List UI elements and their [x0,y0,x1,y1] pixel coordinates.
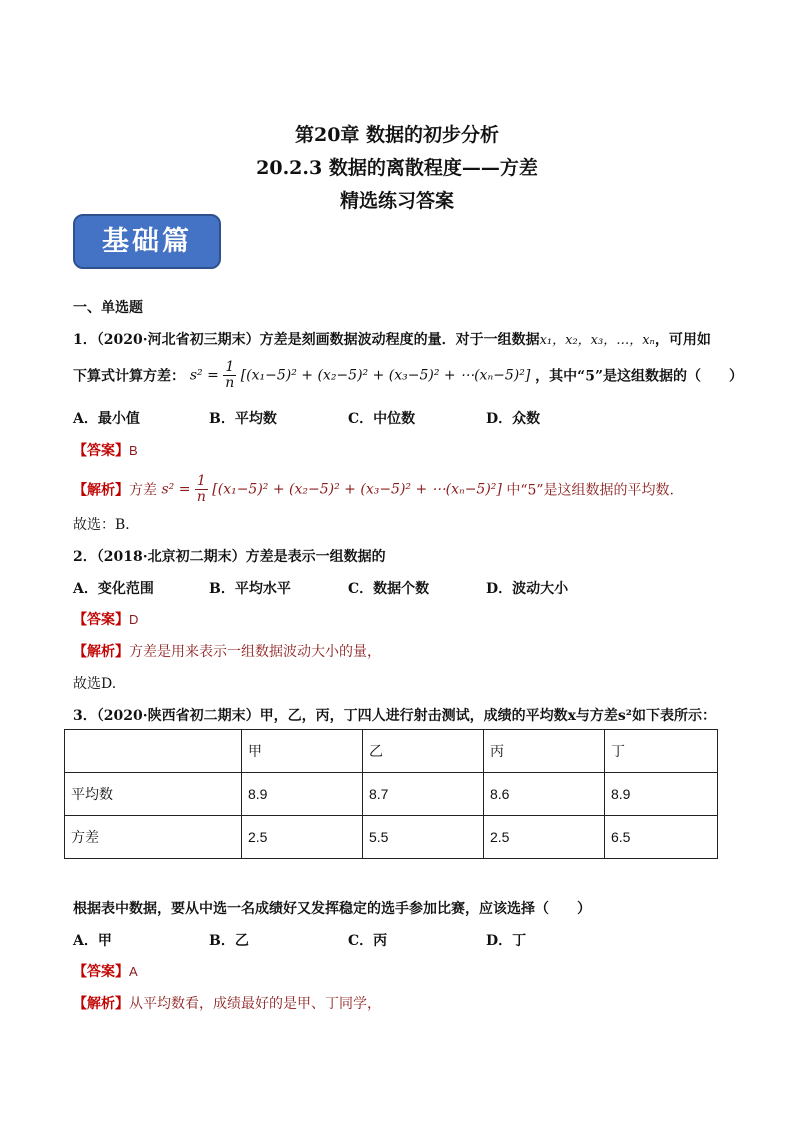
q2-option-c: C．数据个数 [348,581,430,597]
q3-option-d: D．丁 [486,933,527,949]
q1-explanation: 【解析】方差 s² = $\frac{1}{n}$ [(x₁−5)² + (x₂−5)² + (x₃−5)² + ⋯(xₙ−5)²] 中“5”是这组数据的平均数. [73,473,674,505]
q1-option-a: A．最小值 [73,411,140,427]
q3-stem: 3．（2020·陕西省初二期末）甲，乙，丙，丁四人进行射击测试，成绩的平均数x与方差s²如下表所示： [73,708,716,724]
q2-option-d: D．波动大小 [486,581,569,597]
q3-option-c: C．丙 [348,933,388,949]
subtitle: 精选练习答案 [339,190,454,212]
table-cell: 2.5 [484,816,605,859]
q2-explanation: 【解析】方差是用来表示一组数据波动大小的量， [73,644,381,660]
table-cell: 8.6 [484,773,605,816]
table-header-cell: 丁 [605,730,718,773]
q1-option-b: B．平均数 [209,411,277,427]
row-label: 平均数 [65,773,242,816]
q2-option-b: B．平均水平 [209,581,291,597]
table-header-cell: 甲 [242,730,363,773]
table-cell: 6.5 [605,816,718,859]
section-title: 20.2.3 数据的离散程度——方差 [256,157,538,179]
q1-answer: 【答案】B [73,443,138,459]
q3-explanation: 【解析】从平均数看，成绩最好的是甲、丁同学， [73,996,381,1012]
q2-answer: 【答案】D [73,612,139,628]
chapter-title: 第20章 数据的初步分析 [294,124,500,146]
variance-formula: s² = $\frac{1}{n}$ [(x₁−5)² + (x₂−5)² + (x₃−5)² + ⋯(xₙ−5)²] [189,359,531,391]
table-row [65,816,718,859]
q3-option-a: A．甲 [73,933,112,949]
table-cell [65,730,242,773]
table-cell: 8.9 [242,773,363,816]
table-cell: 2.5 [242,816,363,859]
table-header-row [65,730,718,773]
table-row [65,773,718,816]
q2-conclusion: 故选D. [73,676,117,692]
q3-answer: 【答案】A [73,964,138,980]
q1-conclusion: 故选：B． [73,517,140,533]
table-cell: 8.9 [605,773,718,816]
explanation-formula: s² = $\frac{1}{n}$ [(x₁−5)² + (x₂−5)² + (x₃−5)² + ⋯(xₙ−5)²] [161,473,502,505]
table-cell: 5.5 [363,816,484,859]
q2-stem: 2．（2018·北京初二期末）方差是表示一组数据的 [73,549,386,565]
score-table [64,729,718,859]
table-header-cell: 丙 [484,730,605,773]
q3-follow-up: 根据表中数据，要从中选一名成绩好又发挥稳定的选手参加比赛，应该选择（ ） [73,901,591,917]
row-label: 方差 [65,816,242,859]
q2-option-a: A．变化范围 [73,581,154,597]
q3-option-b: B．乙 [209,933,249,949]
q1-stem-line1: 1．（2020·河北省初三期末）方差是刻画数据波动程度的量．对于一组数据x₁，x₂，x₃，…，xₙ，可用如 [73,332,711,348]
q1-stem-line2: 下算式计算方差： s² = $\frac{1}{n}$ [(x₁−5)² + (x₂−5)² + (x₃−5)² + ⋯(xₙ−5)²] ，其中“5”是这组数据的（ ） [73,359,744,391]
section-heading: 一、单选题 [73,300,143,316]
q1-option-c: C．中位数 [348,411,416,427]
level-badge: 基础篇 [73,214,221,269]
q1-option-d: D．众数 [486,411,541,427]
table-cell: 8.7 [363,773,484,816]
table-header-cell: 乙 [363,730,484,773]
